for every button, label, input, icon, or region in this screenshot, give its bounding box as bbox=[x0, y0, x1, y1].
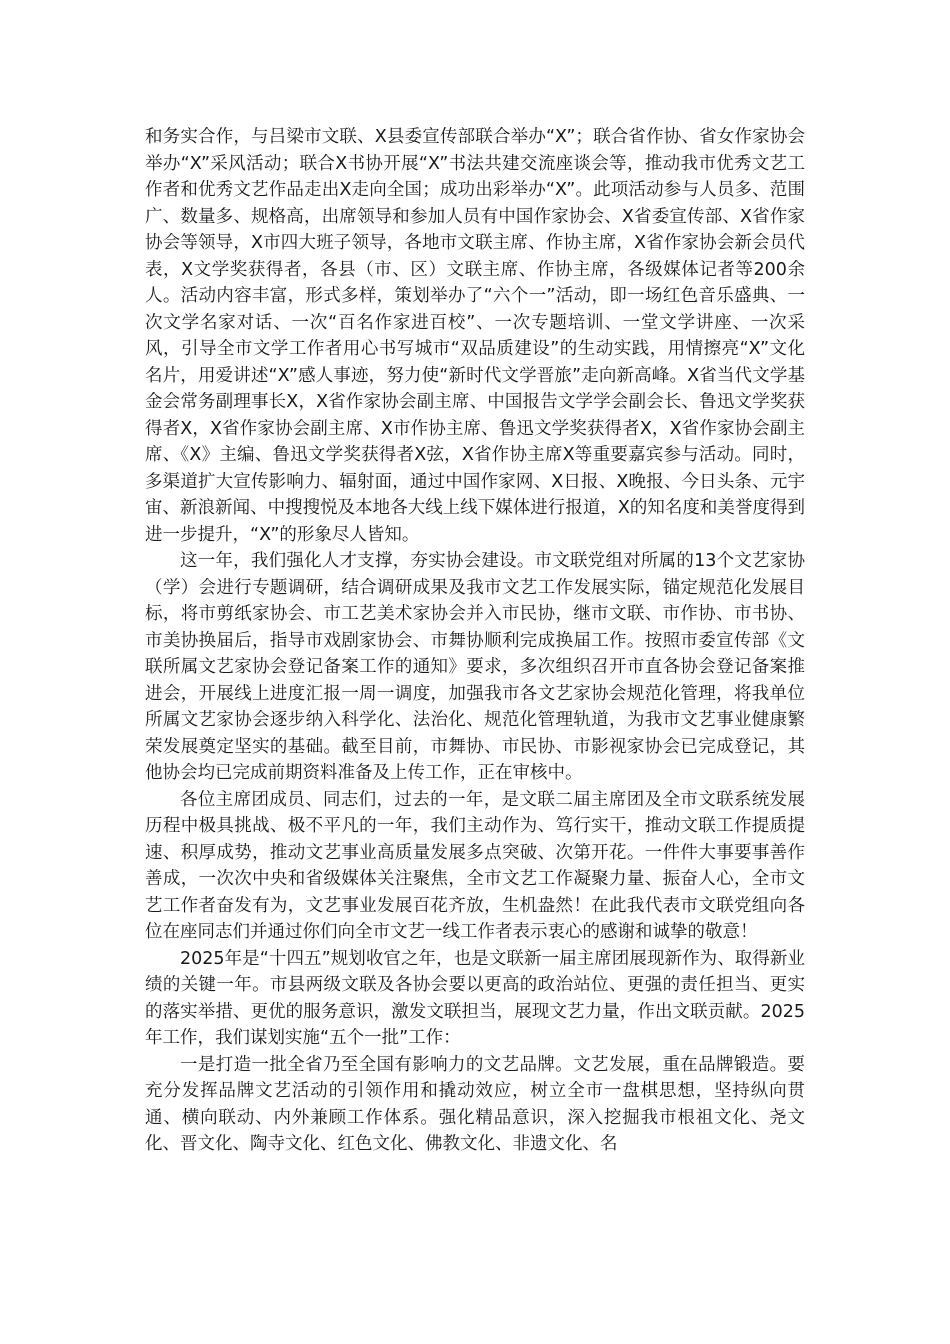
paragraph-3: 各位主席团成员、同志们，过去的一年，是文联二届主席团及全市文联系统发展历程中极具挑战、极不平凡的一年，我们主动作为、笃行实干，推动文联工作提质提速、积厚成势，推动文艺事业高质量发展多点突破、次第开花。一件件大事要事善作善成，一次次中央和省级媒体关注聚焦，全市文艺工作凝聚力量、振奋人心，全市文艺工作者奋发有为，文艺事业发展百花齐放，生机盎然！在此我代表市文联党组向各位在座同志们并通过你们向全市文艺一线工作者表示衷心的感谢和诚挚的敬意！ bbox=[145, 789, 805, 942]
document-page bbox=[145, 124, 805, 1158]
paragraph-2: 这一年，我们强化人才支撑，夯实协会建设。市文联党组对所属的13个文艺家协（学）会进行专题调研，结合调研成果及我市文艺工作发展实际，锚定规范化发展目标，将市剪纸家协会、市工艺美术家协会并入市民协，继市文联、市作协、市书协、市美协换届后，指导市戏剧家协会、市舞协顺利完成换届工作。按照市委宣传部《文联所属文艺家协会登记备案工作的通知》要求，多次组织召开市直各协会登记备案推进会，开展线上进度汇报一周一调度，加强我市各文艺家协会规范化管理，将我单位所属文艺家协会逐步纳入科学化、法治化、规范化管理轨道，为我市文艺事业健康繁荣发展奠定坚实的基础。截至目前，市舞协、市民协、市影视家协会已完成登记，其他协会均已完成前期资料准备及上传工作，正在审核中。 bbox=[145, 551, 805, 783]
paragraph-1: 和务实合作，与吕梁市文联、X县委宣传部联合举办“X”；联合省作协、省女作家协会举办“X”采风活动；联合X书协开展“X”书法共建交流座谈会等，推动我市优秀文艺工作者和优秀文艺作品走出X走向全国；成功出彩举办“X”。此项活动参与人员多、范围广、数量多、规格高，出席领导和参加人员有中国作家协会、X省委宣传部、X省作家协会等领导，X市四大班子领导，各地市文联主席、作协主席，X省作家协会新会员代表，X文学奖获得者，各县（市、区）文联主席、作协主席，各级媒体记者等200余人。活动内容丰富，形式多样，策划举办了“六个一”活动，即一场红色音乐盛典、一次文学名家对话、一次“百名作家进百校”、一次专题培训、一堂文学讲座、一次采风，引导全市文学工作者用心书写城市“双品质建设”的生动实践，用情擦亮“X”文化名片，用爱讲述“X”感人事迹，努力使“新时代文学晋旅”走向新高峰。X省当代文学基金会常务副理事长X，X省作家协会副主席、中国报告文学学会副会长、鲁迅文学奖获得者X，X省作家协会副主席、X市作协主席、鲁迅文学奖获得者X，X省作家协会副主席、《X》主编、鲁迅文学奖获得者X弦，X省作协主席X等重要嘉宾参与活动。同时，多渠道扩大宣传影响力、辐射面，通过中国作家网、X日报、X晚报、今日头条、元宇宙、新浪新闻、中搜搜悦及本地各大线上线下媒体进行报道，X的知名度和美誉度得到进一步提升，“X”的形象尽人皆知。 bbox=[145, 127, 805, 545]
paragraph-4: 2025年是“十四五”规划收官之年，也是文联新一届主席团展现新作为、取得新业绩的关键一年。市县两级文联及各协会要以更高的政治站位、更强的责任担当、更实的落实举措、更优的服务意识，激发文联担当，展现文艺力量，作出文联贡献。2025年工作，我们谋划实施“五个一批”工作： bbox=[145, 948, 805, 1048]
paragraph-5: 一是打造一批全省乃至全国有影响力的文艺品牌。文艺发展，重在品牌锻造。要充分发挥品牌文艺活动的引领作用和撬动效应，树立全市一盘棋思想，坚持纵向贯通、横向联动、内外兼顾工作体系。强化精品意识，深入挖掘我市根祖文化、尧文化、晋文化、陶寺文化、红色文化、佛教文化、非遗文化、名 bbox=[145, 1054, 805, 1154]
